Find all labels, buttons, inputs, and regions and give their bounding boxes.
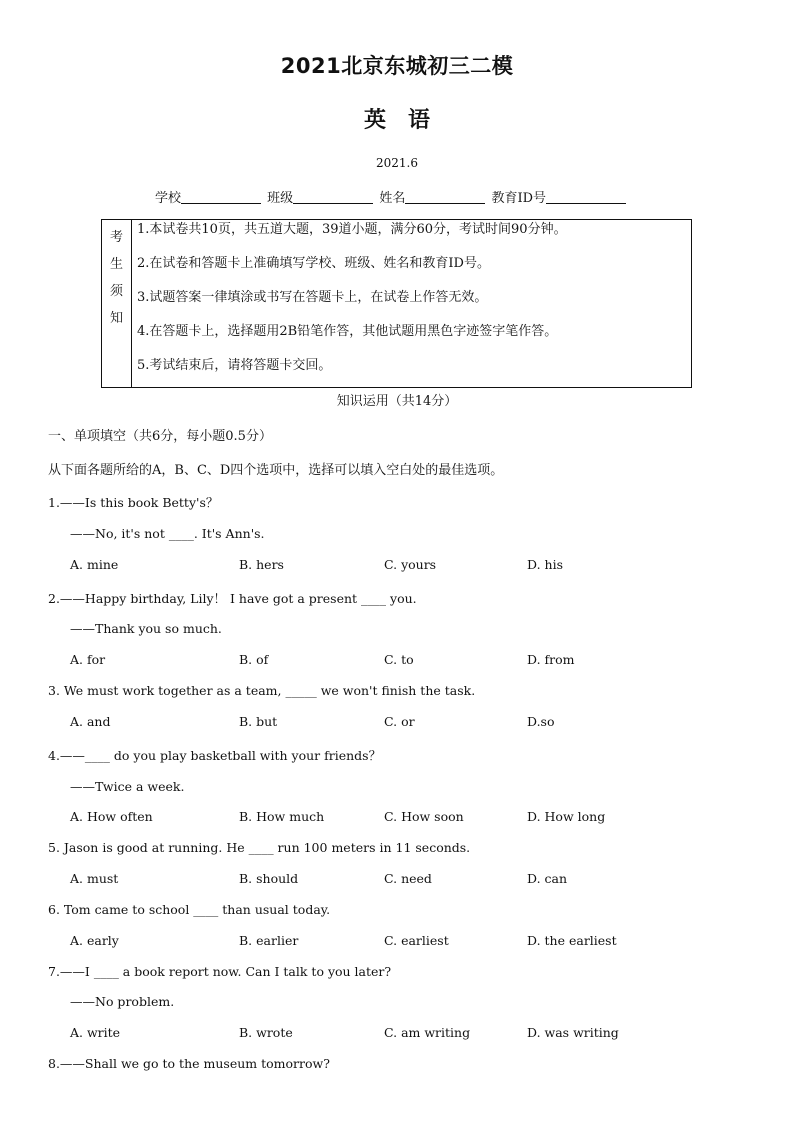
answer-option: A. must (70, 871, 119, 886)
answer-option: C. How soon (384, 809, 464, 824)
answer-option: B. of (239, 652, 269, 667)
class-blank (293, 189, 373, 204)
notice-side-char: 须 (109, 284, 123, 299)
question-stem: 5. Jason is good at running. He ____ run 100 meters in 11 seconds. (48, 840, 471, 855)
question-dialogue-line: ——No problem. (70, 994, 175, 1009)
answer-option: D. from (527, 652, 575, 667)
question-dialogue-line: ——Twice a week. (70, 779, 185, 794)
class-label: 班级 (267, 191, 294, 206)
answer-option: A. for (70, 652, 106, 667)
notice-side-label (102, 220, 132, 387)
question-stem: 6. Tom came to school ____ than usual today. (48, 902, 331, 917)
question-stem: 8.——Shall we go to the museum tomorrow? (48, 1056, 330, 1071)
question-dialogue-line: ——Thank you so much. (70, 621, 222, 636)
section-instruction: 从下面各题所给的A，B、C、D四个选项中，选择可以填入空白处的最佳选项。 (48, 463, 504, 478)
answer-option: A. and (70, 714, 111, 729)
answer-option: B. earlier (239, 933, 299, 948)
part-title: 知识运用（共14分） (336, 394, 458, 409)
answer-option: A. early (70, 933, 119, 948)
answer-option: B. should (239, 871, 299, 886)
question-stem: 2.——Happy birthday, Lily！ I have got a present ____ you. (48, 591, 417, 606)
answer-option: A. write (70, 1025, 121, 1040)
answer-option: B. wrote (239, 1025, 293, 1040)
answer-option: D. How long (527, 809, 606, 824)
exam-title: 2021北京东城初三二模 (280, 54, 514, 78)
question-stem: 4.——____ do you play basketball with your friends？ (48, 748, 382, 763)
school-blank (181, 189, 261, 204)
answer-option: D.so (527, 714, 555, 729)
answer-option: C. am writing (384, 1025, 471, 1040)
answer-option: C. earliest (384, 933, 449, 948)
notice-list (137, 220, 567, 390)
edu-id-blank (546, 189, 626, 204)
answer-option: D. can (527, 871, 568, 886)
question-stem: 7.——I ____ a book report now. Can I talk to you later? (48, 964, 392, 979)
answer-option: A. How often (70, 809, 153, 824)
notice-item: 1.本试卷共10页，共五道大题，39道小题，满分60分，考试时间90分钟。 (137, 222, 567, 237)
answer-option: D. the earliest (527, 933, 617, 948)
answer-option: C. or (384, 714, 415, 729)
notice-item: 2.在试卷和答题卡上准确填写学校、班级、姓名和教育ID号。 (137, 256, 490, 271)
section-title: 一、单项填空（共6分，每小题0.5分） (48, 429, 272, 444)
exam-notice-box (101, 219, 692, 388)
notice-item: 3.试题答案一律填涂或书写在答题卡上，在试卷上作答无效。 (137, 290, 488, 305)
answer-option: C. to (384, 652, 414, 667)
answer-option: A. mine (70, 557, 119, 572)
notice-item: 4.在答题卡上，选择题用2B铅笔作答，其他试题用黑色字迹签字笔作答。 (137, 324, 558, 339)
answer-option: C. need (384, 871, 432, 886)
edu-id-label: 教育ID号 (491, 191, 547, 206)
question-stem: 3. We must work together as a team, _____ we won't finish the task. (48, 683, 476, 698)
notice-side-char: 生 (109, 257, 123, 272)
name-blank (405, 189, 485, 204)
answer-option: D. his (527, 557, 563, 572)
notice-side-char: 考 (109, 230, 123, 245)
answer-option: D. was writing (527, 1025, 619, 1040)
name-label: 姓名 (379, 191, 406, 206)
answer-option: B. How much (239, 809, 325, 824)
subject-title: 英 语 (363, 108, 430, 133)
notice-item: 5.考试结束后，请将答题卡交回。 (137, 358, 332, 373)
answer-option: B. but (239, 714, 278, 729)
student-info-row (155, 187, 628, 206)
question-dialogue-line: ——No, it's not ____. It's Ann's. (70, 526, 265, 541)
notice-side-char: 知 (109, 311, 123, 326)
school-label: 学校 (155, 191, 182, 206)
answer-option: B. hers (239, 557, 284, 572)
question-stem: 1.——Is this book Betty's？ (48, 495, 219, 510)
exam-date: 2021.6 (376, 156, 418, 170)
answer-option: C. yours (384, 557, 437, 572)
